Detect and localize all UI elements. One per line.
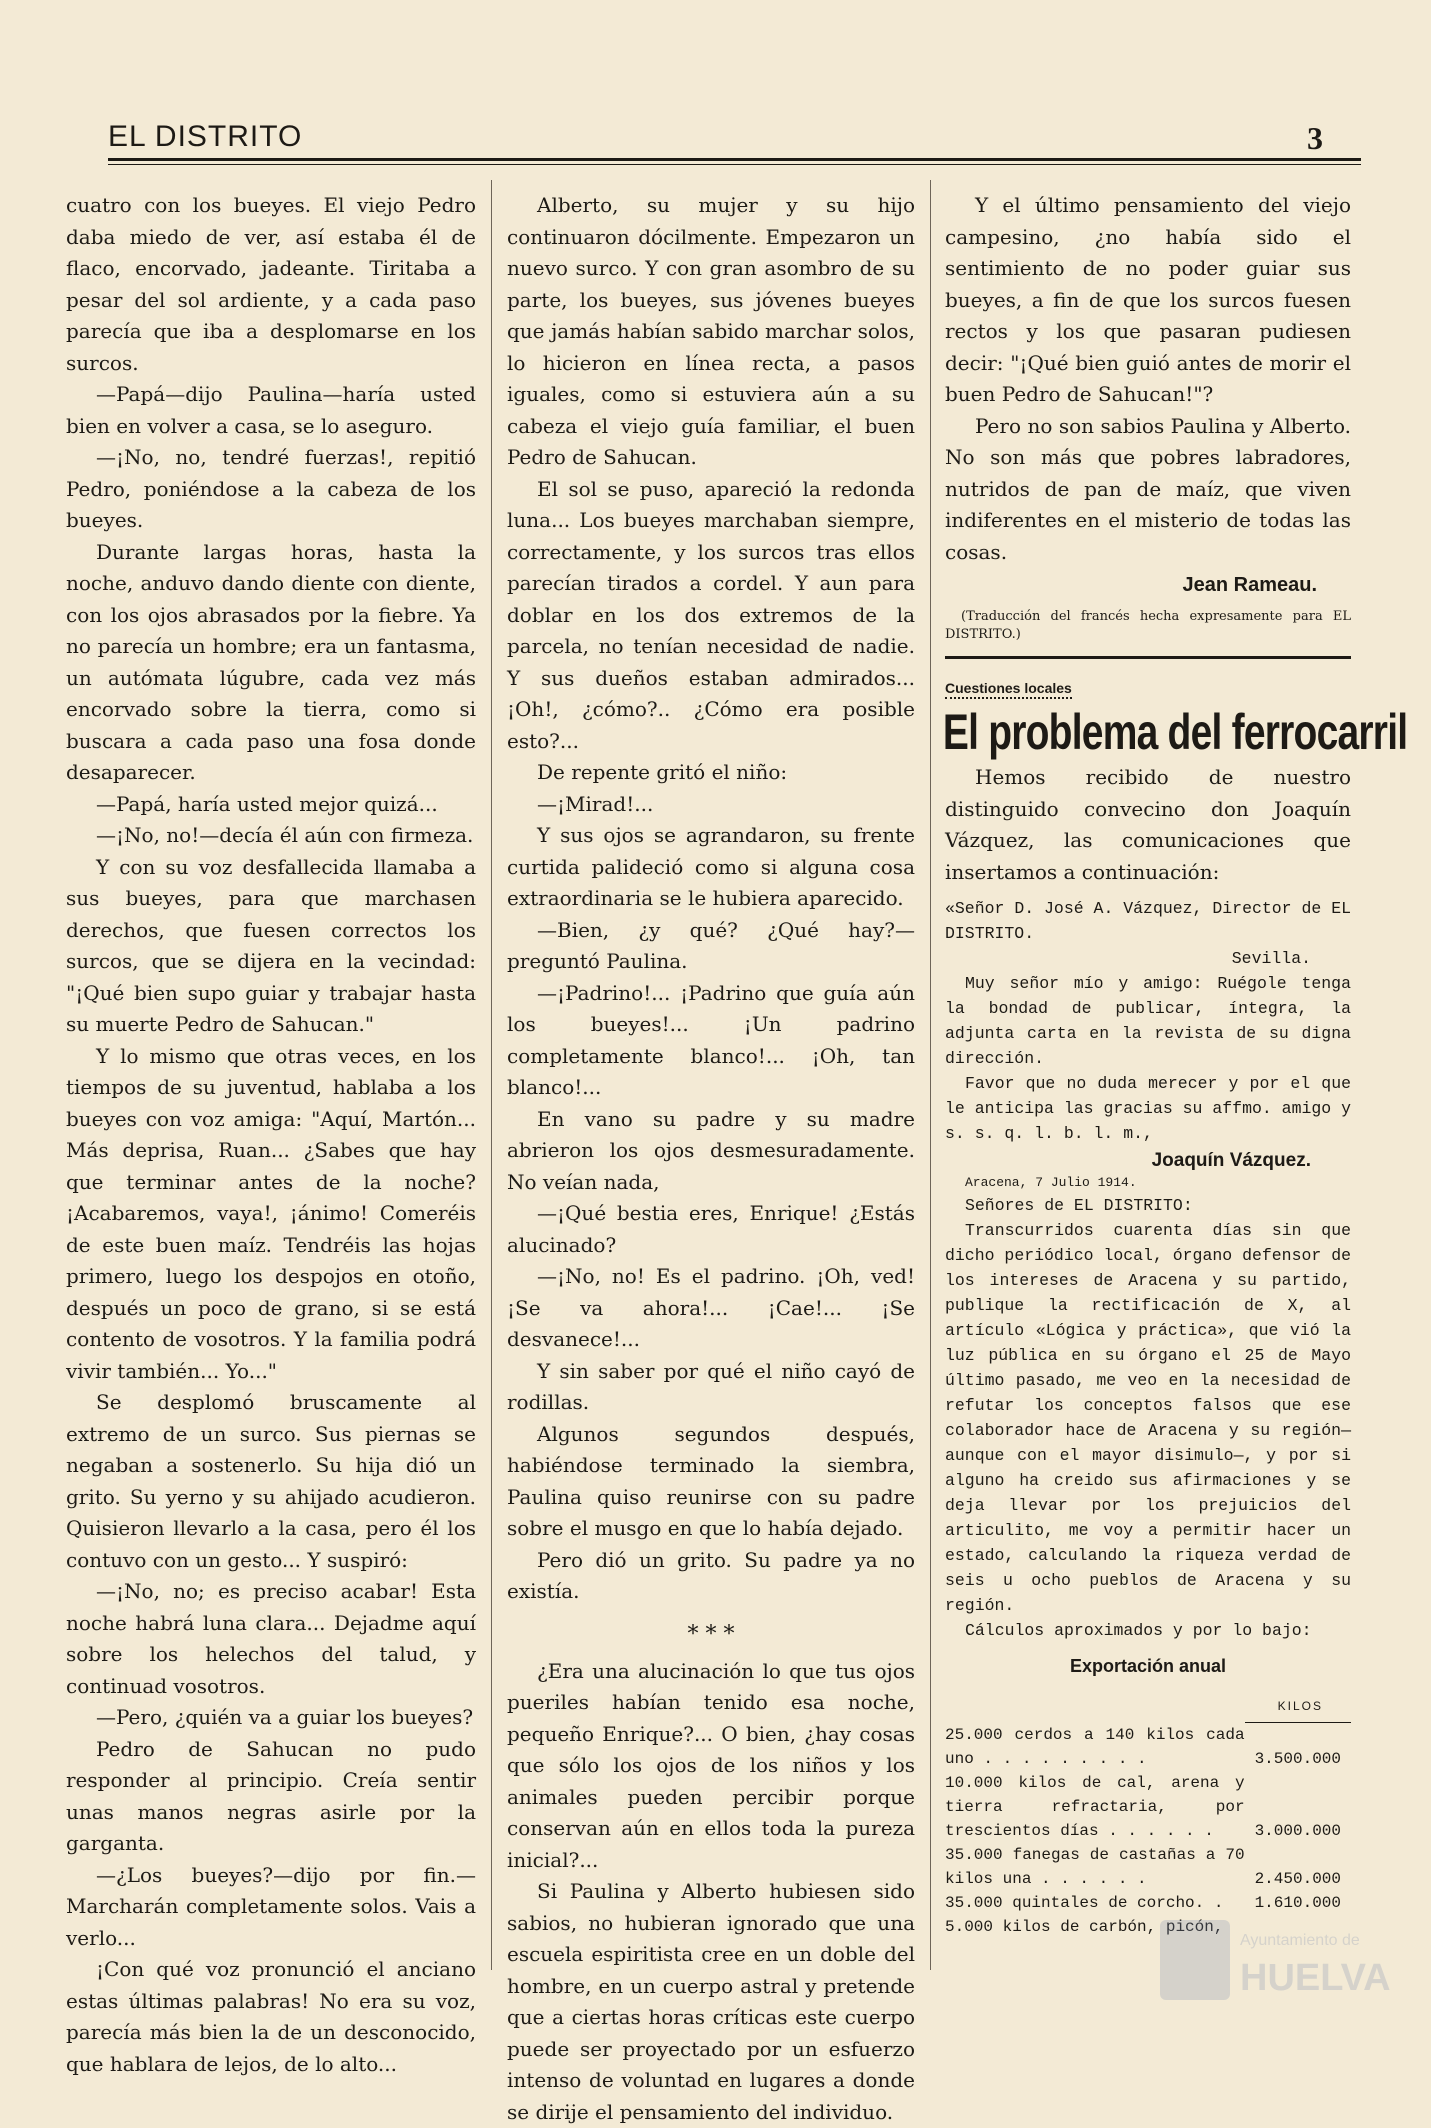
paragraph: —¡No, no; es preciso acabar! Esta noche habrá luna clara... Dejadme aquí sobre los helechos del talud, y continuad vosotros.	[66, 1579, 476, 1698]
author-signature: Jean Rameau.	[1182, 574, 1317, 596]
column-divider-1	[491, 180, 492, 1970]
letter-signature: Joaquín Vázquez.	[1151, 1150, 1311, 1171]
paragraph: Durante largas horas, hasta la noche, anduvo dando diente con diente, con los ojos abrasados por la fiebre. Ya no parecía un hombre; era un fantasma, un autómata lúgubre, cada vez más encorvado sobre la tierra, como si buscara a cada paso una fosa donde desaparecer.	[66, 539, 476, 784]
intro-paragraph: Hemos recibido de nuestro distinguido convecino don Joaquín Vázquez, las comunicaciones que insertamos a continuación:	[945, 765, 1351, 884]
column-divider-2	[930, 180, 931, 1970]
paragraph: —¡No, no! Es el padrino. ¡Oh, ved! ¡Se va ahora!... ¡Cae!... ¡Se desvanece!...	[507, 1264, 915, 1351]
paragraph: Y lo mismo que otras veces, en los tiempos de su juventud, hablaba a los bueyes con voz amiga: "Aquí, Martón... Más deprisa, Ruan... ¿Sabes que hay que terminar antes de la noche? ¡Acabaremos, vaya!, ¡ánimo! Comeréis de este buen maíz. Tendréis las hojas primero, luego los despojos en otoño, después un poco de grano, si se está contento de vosotros. Y la familia podrá vivir también... Yo..."	[66, 1043, 476, 1383]
table-row	[945, 1723, 1351, 1771]
paragraph: Alberto, su mujer y su hijo continuaron dócilmente. Empezaron un nuevo surco. Y con gran asombro de su parte, los bueyes, sus jóvenes bueyes que jamás habían sabido marchar solos, lo hicieron en línea recta, a pasos iguales, como si estuviera aún a su cabeza el viejo guía familiar, el buen Pedro de Sahucan.	[507, 193, 915, 469]
section-label: Cuestiones locales	[945, 679, 1072, 699]
paragraph: Y el último pensamiento del viejo campesino, ¿no había sido el sentimiento de no poder guiar sus bueyes, a fin de que los surcos fuesen rectos y los que pasaran pudiesen decir: "¡Qué bien guió antes de morir el buen Pedro de Sahucan!"?	[945, 193, 1351, 406]
article-headline: El problema del ferrocarril	[942, 704, 1408, 760]
letter-body: Muy señor mío y amigo: Ruégole tenga la bondad de publicar, íntegra, la adjunta carta en la revista de su digna dirección.	[945, 974, 1351, 1068]
paragraph: —¡No, no!—decía él aún con firmeza.	[96, 823, 474, 847]
table-cell-item: 35.000 fanegas de castañas a 70 kilos una . . . . . .	[945, 1846, 1245, 1888]
paragraph: —¡No, no, tendré fuerzas!, repitió Pedro, poniéndose a la cabeza de los bueyes.	[66, 445, 476, 532]
paragraph: Si Paulina y Alberto hubiesen sido sabios, no hubieran ignorado que una escuela espiritista cree en un doble del hombre, en un cuerpo astral y pretende que a ciertas horas críticas este cuerpo puede ser proyectado por un esfuerzo intenso de voluntad en lugares a donde se dirije el pensamiento del individuo.	[507, 1879, 915, 2124]
masthead-title: EL DISTRITO	[108, 120, 303, 153]
page-header	[108, 120, 1323, 160]
paragraph: Y sin saber por qué el niño cayó de rodillas.	[507, 1358, 915, 1414]
letter-body: Cálculos aproximados y por lo bajo:	[965, 1621, 1312, 1640]
letter-body: Favor que no duda merecer y por el que le anticipa las gracias su affmo. amigo y s. s. q. l. b. l. m.,	[945, 1074, 1351, 1143]
paragraph: ¿Era una alucinación lo que tus ojos pueriles habían tenido esa noche, pequeño Enrique?... O bien, ¿hay cosas que sólo los ojos de los niños y los animales pueden percibir porque conservan aún en ellos toda la pureza inicial?...	[507, 1658, 915, 1872]
paragraph: —Papá, haría usted mejor quizá...	[96, 791, 438, 816]
paragraph: —¡Mirad!...	[537, 791, 654, 816]
letter-salutation: Señores de EL DISTRITO:	[965, 1196, 1193, 1215]
paragraph: Se desplomó bruscamente al extremo de un surco. Sus piernas se negaban a sostenerlo. Su hija dió un grito. Su yerno y su ahijado acudieron. Quisieron llevarlo a la casa, pero él los contuvo con un gesto... Y suspiró:	[66, 1390, 476, 1572]
table-cell-item: 35.000 quintales de corcho. .	[945, 1894, 1224, 1912]
column-1	[66, 190, 476, 2080]
asterism-separator: * * *	[687, 1621, 735, 1647]
watermark-line1: Ayuntamiento de	[1240, 1932, 1360, 1949]
page-number: 3	[1307, 120, 1323, 156]
paragraph: —Papá—dijo Paulina—haría usted bien en volver a casa, se lo aseguro.	[66, 382, 476, 438]
archive-watermark	[1150, 1850, 1391, 2010]
paragraph: —Pero, ¿quién va a guiar los bueyes?	[96, 1705, 474, 1729]
paragraph: —¿Los bueyes?—dijo por fin.—Marcharán completamente solos. Vais a verlo...	[66, 1862, 476, 1950]
watermark-line2: HUELVA	[1240, 1957, 1391, 1999]
table-cell-item: 25.000 cerdos a 140 kilos cada uno . . . . . . . . .	[945, 1726, 1245, 1768]
paragraph: —¡Qué bestia eres, Enrique! ¿Estás alucinado?	[507, 1201, 915, 1257]
table-cell-item: 10.000 kilos de cal, arena y tierra refractaria, por trescientos días . . . . . .	[945, 1774, 1245, 1840]
table-title: Exportación anual	[1069, 1656, 1227, 1676]
paragraph: ¡Con qué voz pronunció el anciano estas últimas palabras! No era su voz, parecía más bien la de un desconocido, que hablara de lejos, de lo alto...	[66, 1957, 476, 2076]
paragraph: Y sus ojos se agrandaron, su frente curtida palideció como si alguna cosa extraordinaria se le hubiera aparecido.	[507, 823, 915, 910]
table-cell-value: 3.500.000	[1254, 1750, 1341, 1768]
coat-of-arms-icon	[1160, 1920, 1230, 2000]
letter-date: Aracena, 7 Julio 1914.	[965, 1175, 1137, 1190]
table-unit-label: KILOS	[1245, 1691, 1351, 1724]
paragraph: Algunos segundos después, habiéndose terminado la siembra, Paulina quiso reunirse con su padre sobre el musgo en que lo había dejado.	[507, 1421, 915, 1540]
column-3	[942, 190, 1408, 1939]
header-rule-thick	[108, 158, 1361, 161]
article-end-rule	[945, 656, 1351, 659]
column-2	[507, 190, 915, 2128]
paragraph: —Bien, ¿y qué? ¿Qué hay?—preguntó Paulina.	[507, 917, 915, 973]
paragraph: —¡Padrino!... ¡Padrino que guía aún los bueyes!... ¡Un padrino completamente blanco!... ¡Oh, tan blanco!...	[507, 980, 915, 1099]
paragraph: De repente gritó el niño:	[537, 760, 788, 784]
table-row	[945, 1771, 1351, 1843]
paragraph: Pedro de Sahucan no pudo responder al principio. Creía sentir unas manos negras asirle por la garganta.	[66, 1736, 476, 1855]
table-cell-value: 2.450.000	[1254, 1870, 1341, 1888]
table-cell-value: 1.610.000	[1254, 1894, 1341, 1912]
paragraph: Pero no son sabios Paulina y Alberto. No son más que pobres labradores, nutridos de pan de maíz, que viven indiferentes en el misterio de todas las cosas.	[945, 413, 1351, 564]
paragraph: El sol se puso, apareció la redonda luna... Los bueyes marchaban siempre, correctamente, y los surcos tras ellos parecían tirados a cordel. Y aun para doblar en los dos extremos de la parcela, no tenían necesidad de nadie. Y sus dueños estaban admirados... ¡Oh!, ¿cómo?.. ¿Cómo era posible esto?...	[507, 476, 915, 753]
paragraph: Pero dió un grito. Su padre ya no existía.	[507, 1547, 915, 1603]
paragraph: cuatro con los bueyes. El viejo Pedro daba miedo de ver, así estaba él de flaco, encorvado, jadeante. Tiritaba a pesar del sol ardiente, y a cada paso parecía que iba a desplomarse en los surcos.	[66, 193, 476, 375]
letter-body: Transcurridos cuarenta días sin que dicho periódico local, órgano defensor de los intereses de Aracena y su partido, publique la rectificación de X, al artículo «Lógica y práctica», que vió la luz pública en su órgano el 25 de Mayo último pasado, me veo en la necesidad de refutar los conceptos falsos que ese colaborador hace de Aracena y su región—aunque con el mayor disimulo—, y por si alguno ha creido sus afirmaciones y se deja llevar por los prejuicios del articulito, me voy a permitir hacer un estado, calculando la riqueza verdad de seis u ocho pueblos de Aracena y su región.	[945, 1221, 1351, 1615]
paragraph: En vano su padre y su madre abrieron los ojos desmesuradamente. No veían nada,	[507, 1106, 915, 1194]
header-rule-thin	[108, 164, 1361, 165]
paragraph: Y con su voz desfallecida llamaba a sus bueyes, para que marchasen derechos, que fuesen correctos los surcos, que se dijera en la vecindad: "¡Qué bien supo guiar y trabajar hasta su muerte Pedro de Sahucan."	[66, 854, 476, 1036]
letter-city: Sevilla.	[1231, 949, 1311, 968]
letter-salutation: «Señor D. José A. Vázquez, Director de EL DISTRITO.	[945, 899, 1351, 943]
translation-note: (Traducción del francés hecha expresamente para EL DISTRITO.)	[945, 608, 1351, 642]
table-cell-item: 5.000 kilos de carbón, picón,	[945, 1918, 1224, 1936]
table-cell-value: 3.000.000	[1254, 1822, 1341, 1840]
letter-section	[945, 896, 1351, 1643]
